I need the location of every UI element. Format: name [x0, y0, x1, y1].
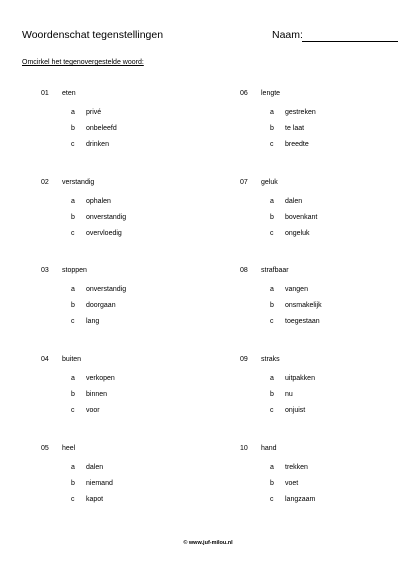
option-letter: a	[71, 109, 75, 116]
question-number: 03	[41, 267, 49, 274]
option-letter: a	[71, 198, 75, 205]
question-04	[41, 356, 211, 414]
option-letter: b	[71, 391, 75, 398]
option-letter: a	[270, 198, 274, 205]
question-head	[240, 356, 410, 366]
option-letter: c	[71, 230, 75, 237]
question-09	[240, 356, 410, 414]
question-number: 04	[41, 356, 49, 363]
option-text: doorgaan	[86, 302, 116, 309]
option-text: voor	[86, 407, 100, 414]
option-text: breedte	[285, 141, 309, 148]
option-text: vangen	[285, 286, 308, 293]
name-label: Naam:	[272, 29, 303, 41]
question-number: 07	[240, 179, 248, 186]
question-head	[41, 90, 211, 100]
option-text: onbeleefd	[86, 125, 117, 132]
footer: © www.juf-milou.nl	[183, 540, 233, 546]
option-letter: a	[71, 286, 75, 293]
option-text: overvloedig	[86, 230, 122, 237]
option-letter: a	[71, 464, 75, 471]
option-letter: c	[270, 496, 274, 503]
option-letter: b	[71, 214, 75, 221]
question-10	[240, 445, 410, 503]
question-03	[41, 267, 211, 325]
option-letter: c	[71, 407, 75, 414]
option-letter: b	[270, 391, 274, 398]
option-text: dalen	[86, 464, 104, 471]
option-letter: b	[270, 214, 274, 221]
option-text: kapot	[86, 496, 104, 503]
option-letter: b	[71, 302, 75, 309]
question-head	[41, 356, 211, 366]
option-text: binnen	[86, 391, 108, 398]
option-letter: a	[270, 464, 274, 471]
option-letter: c	[270, 407, 274, 414]
option-letter: a	[71, 375, 75, 382]
option-letter: b	[270, 125, 274, 132]
option-text: dalen	[285, 198, 303, 205]
question-head	[41, 267, 211, 277]
option-letter: a	[270, 375, 274, 382]
question-head	[41, 179, 211, 189]
option-letter: c	[71, 318, 75, 325]
question-word: verstandig	[62, 179, 95, 186]
option-text: bovenkant	[285, 214, 318, 221]
option-letter: c	[270, 230, 274, 237]
option-letter: a	[270, 286, 274, 293]
option-letter: c	[270, 141, 274, 148]
option-letter: b	[270, 480, 274, 487]
option-text: toegestaan	[285, 318, 320, 325]
option-text: uitpakken	[285, 375, 315, 382]
question-number: 10	[240, 445, 248, 452]
question-number: 06	[240, 90, 248, 97]
question-08	[240, 267, 410, 325]
instruction: Omcirkel het tegenovergestelde woord:	[22, 59, 144, 66]
option-letter: b	[71, 480, 75, 487]
option-text: onverstandig	[86, 214, 127, 221]
option-letter: b	[270, 302, 274, 309]
question-word: hand	[261, 445, 277, 452]
question-number: 08	[240, 267, 248, 274]
question-07	[240, 179, 410, 237]
question-05	[41, 445, 211, 503]
option-text: niemand	[86, 480, 113, 487]
question-number: 09	[240, 356, 248, 363]
option-text: verkopen	[86, 375, 115, 382]
question-06	[240, 90, 410, 148]
option-letter: a	[270, 109, 274, 116]
question-word: strafbaar	[261, 267, 289, 274]
option-text: onsmakelijk	[285, 302, 322, 309]
option-text: lang	[86, 318, 100, 325]
question-word: stoppen	[62, 267, 87, 274]
option-text: gestreken	[285, 109, 316, 116]
option-letter: b	[71, 125, 75, 132]
option-text: drinken	[86, 141, 109, 148]
question-number: 05	[41, 445, 49, 452]
question-01	[41, 90, 211, 148]
question-head	[240, 445, 410, 455]
option-letter: c	[71, 141, 75, 148]
option-text: voet	[285, 480, 299, 487]
question-word: buiten	[62, 356, 82, 363]
option-text: ophalen	[86, 198, 111, 205]
option-text: ongeluk	[285, 230, 310, 237]
option-letter: c	[270, 318, 274, 325]
question-number: 02	[41, 179, 49, 186]
question-number: 01	[41, 90, 49, 97]
option-text: onverstandig	[86, 286, 127, 293]
option-text: onjuist	[285, 407, 306, 414]
option-text: langzaam	[285, 496, 316, 503]
name-line	[302, 41, 398, 42]
question-word: lengte	[261, 90, 281, 97]
option-letter: c	[71, 496, 75, 503]
question-word: eten	[62, 90, 76, 97]
question-word: heel	[62, 445, 76, 452]
question-head	[240, 267, 410, 277]
option-text: te laat	[285, 125, 305, 132]
option-text: nu	[285, 391, 293, 398]
option-text: trekken	[285, 464, 308, 471]
question-word: geluk	[261, 179, 278, 186]
question-head	[41, 445, 211, 455]
option-text: privé	[86, 109, 102, 116]
question-word: straks	[261, 356, 280, 363]
question-02	[41, 179, 211, 237]
question-head	[240, 179, 410, 189]
question-head	[240, 90, 410, 100]
page-title: Woordenschat tegenstellingen	[22, 29, 164, 41]
